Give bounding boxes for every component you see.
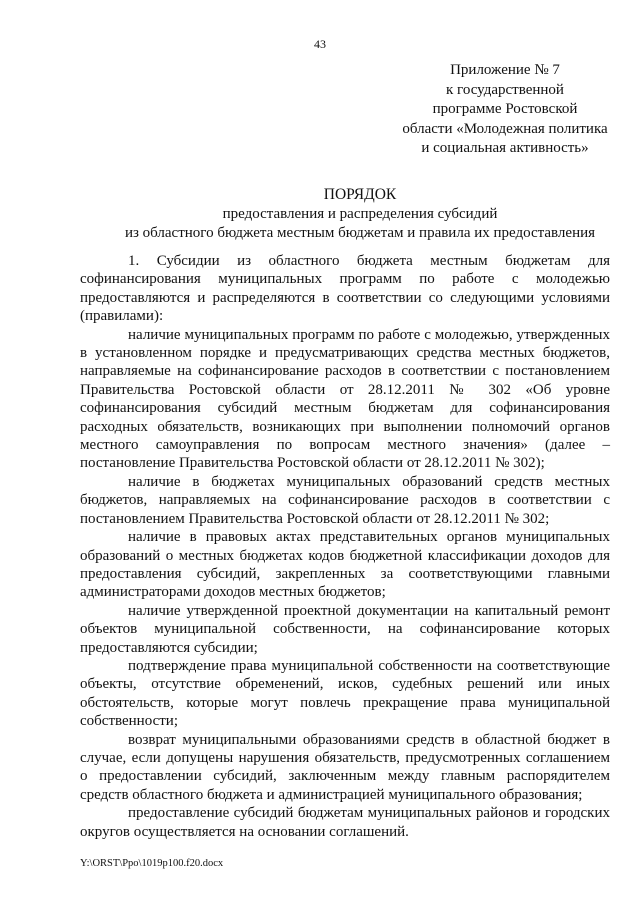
document-heading <box>80 185 640 244</box>
document-title: ПОРЯДОК <box>323 186 397 203</box>
paragraph: наличие утвержденной проектной документации на капитальный ремонт объектов муниципальной собственности, на софинансирование которых предоставляются субсидии; <box>80 602 610 656</box>
appendix-line: Приложение № 7 <box>450 62 560 78</box>
paragraph: наличие в правовых актах представительных органов муниципальных образований о местных бюджетах кодов бюджетной классификации доходов для предоставления субсидий, закрепленных за соответствующими главными администраторами доходов местных бюджетов; <box>80 529 610 601</box>
paragraph: подтверждение права муниципальной собственности на соответствующие объекты, отсутствие обременений, исков, судебных решений или иных обстоятельств, которые могут повлечь прекращение права муниципальной собственности; <box>80 657 610 730</box>
paragraph: наличие в бюджетах муниципальных образований средств местных бюджетов, направляемых на софинансирование расходов в соответствии с постановлением Правительства Ростовской области от 28.12.2011 № 302; <box>80 473 610 527</box>
paragraph: 1. Субсидии из областного бюджета местным бюджетам для софинансирования муниципальных программ по работе с молодежью предоставляются и распределяются в соответствии со следующими условиями (правилами): <box>80 253 610 325</box>
footer-file-path: Y:\ORST\Ppo\1019p100.f20.docx <box>80 858 224 869</box>
appendix-line: к государственной <box>446 81 564 98</box>
paragraph: возврат муниципальными образованиями средств в областной бюджет в случае, если допущены нарушения обязательств, предусмотренных соглашением о предоставлении субсидий, заключенным между главным распорядителем средств областного бюджета и администрацией муниципального образования; <box>80 731 610 803</box>
document-body <box>80 252 610 841</box>
appendix-line: области «Молодежная политика <box>402 120 608 137</box>
paragraph: предоставление субсидий бюджетам муниципальных районов и городских округов осуществляется на основании соглашений. <box>80 805 610 840</box>
appendix-line: и социальная активность» <box>421 140 589 156</box>
document-subtitle: из областного бюджета местным бюджетам и правила их предоставления <box>124 225 596 241</box>
page-number: 43 <box>314 37 326 51</box>
document-subtitle: предоставления и распределения субсидий <box>222 205 498 222</box>
appendix-header <box>395 61 615 159</box>
paragraph: наличие муниципальных программ по работе с молодежью, утвержденных в установленном порядке и предусматривающих средства местных бюджетов, направляемые на софинансирование расходов в соответствии с постановлением Правительства Ростовской области от 28.12.2011 № 302 «Об уровне софинансирования субсидий местным бюджетам для софинансирования расходных обязательств, возникающих при выполнении полномочий органов местного самоуправления по вопросам местного значения» (далее – постановление Правительства Ростовской области от 28.12.2011 № 302); <box>80 326 610 472</box>
appendix-line: программе Ростовской <box>432 101 578 117</box>
